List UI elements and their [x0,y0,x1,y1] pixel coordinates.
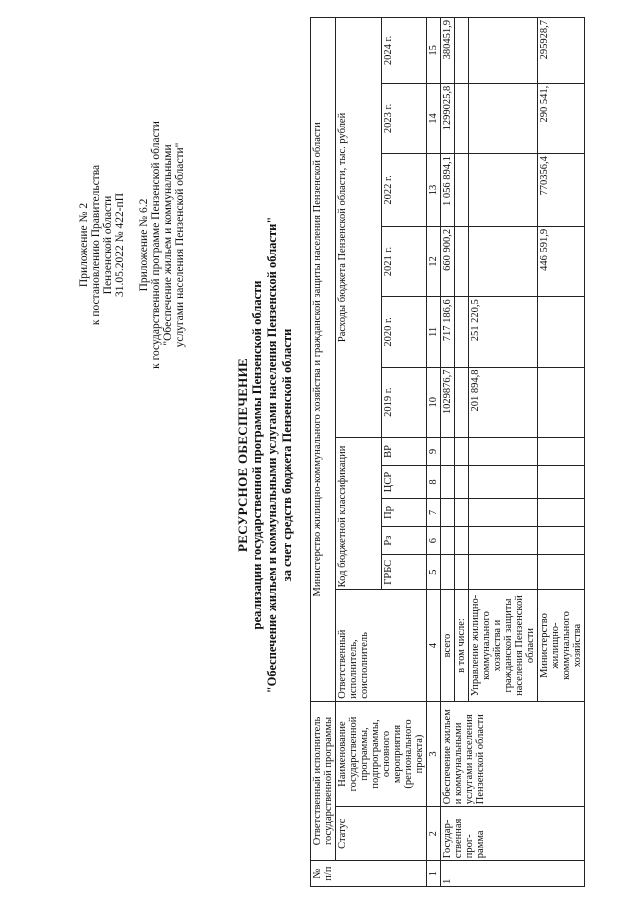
column-number: 15 [427,18,441,84]
column-number: 2 [427,807,441,861]
year-header: 2020 г. [381,297,427,367]
value-cell: 660 900,2 [441,226,455,296]
value-cell: 1299025,8 [441,83,455,153]
row-executor: Министерство жилищно-коммунального хозяйства [538,590,585,701]
value-cell: 770356,4 [538,154,585,227]
value-cell [455,154,469,227]
value-cell: 1 056 894,1 [441,154,455,227]
value-cell [538,367,585,437]
value-cell [469,18,538,84]
appendix-line: услугами населения Пензенской области" [174,142,186,348]
appendix-line: к постановлению Правительства [90,164,102,326]
column-number: 6 [427,527,441,555]
row-name: Обеспечение жильем и коммунальными услугами населения Пензенской области [441,701,585,807]
row-num: 1 [441,861,585,887]
value-cell: 251 220,5 [469,297,538,367]
row-executor: Управление жилищно-коммунального хозяйства и гражданской защиты населения Пензенской области [469,590,538,701]
value-cell [455,297,469,367]
value-cell [455,367,469,437]
year-header: 2024 г. [381,18,427,84]
title-line: "Обеспечение жильем и коммунальными услугами населения Пензенской области" [265,216,279,694]
header-expenses: Расходы бюджета Пензенской области, тыс. рублей [336,18,382,438]
value-cell: 717 186,6 [441,297,455,367]
title-line: за счет средств бюджета Пензенской области [280,328,294,582]
column-number: 14 [427,83,441,153]
code-header: ЦСР [381,466,427,499]
year-header: 2021 г. [381,226,427,296]
row-executor: всего [441,590,455,701]
year-header: 2022 г. [381,154,427,227]
title-line: реализации государственной программы Пензенской области [250,280,264,630]
code-header: ГРБС [381,555,427,590]
appendix-line: к государственной программе Пензенской области [150,121,162,369]
value-cell [469,226,538,296]
value-cell [469,83,538,153]
code-header: ВР [381,437,427,465]
header-num: № п/п [311,861,427,887]
column-number: 11 [427,297,441,367]
header-status: Статус [336,807,427,861]
appendix-line: Пензенской области [102,195,114,295]
column-number: 3 [427,701,441,807]
column-number: 10 [427,367,441,437]
value-cell: 446 591,9 [538,226,585,296]
value-cell [455,226,469,296]
column-number: 12 [427,226,441,296]
value-cell: 290 541, [538,83,585,153]
value-cell [455,83,469,153]
column-number: 1 [427,861,441,887]
value-cell [538,297,585,367]
code-header: Пр [381,498,427,526]
column-number: 13 [427,154,441,227]
column-number: 5 [427,555,441,590]
column-number: 9 [427,437,441,465]
header-code: Код бюджетной классификации [336,437,382,589]
value-cell: 380451,9 [441,18,455,84]
value-cell [469,154,538,227]
header-ministry: Министерство жилищно-коммунального хозяйства и гражданской защиты населения Пензенской области [311,18,336,702]
code-header: Рз [381,527,427,555]
year-header: 2023 г. [381,83,427,153]
header-executor: Ответственный исполнитель, соисполнитель [336,590,427,701]
header-name: Наименование государственной программы, подпрограммы, основного мероприятия (регионального проекта) [336,701,427,807]
resource-table [310,17,585,887]
appendix-line: Приложение № 2 [78,202,90,288]
appendix-line: 31.05.2022 № 422-пП [114,193,126,298]
row-executor: в том числе: [455,590,469,701]
value-cell: 1029876,7 [441,367,455,437]
column-number: 8 [427,466,441,499]
value-cell: 295928,7 [538,18,585,84]
appendix-line: "Обеспечение жильем и коммунальными [162,144,174,346]
column-number: 4 [427,590,441,701]
header-responsible: Ответственный исполнитель государственной программы [311,701,336,860]
appendix-line: Приложение № 6.2 [138,198,150,292]
value-cell [455,18,469,84]
document-title [235,125,295,785]
appendix-header [78,95,186,395]
year-header: 2019 г. [381,367,427,437]
column-number: 7 [427,498,441,526]
value-cell: 201 894,8 [469,367,538,437]
table-row [441,18,455,887]
row-status: Государ-ственная прог-рамма [441,807,585,861]
title-line: РЕСУРСНОЕ ОБЕСПЕЧЕНИЕ [235,358,250,552]
